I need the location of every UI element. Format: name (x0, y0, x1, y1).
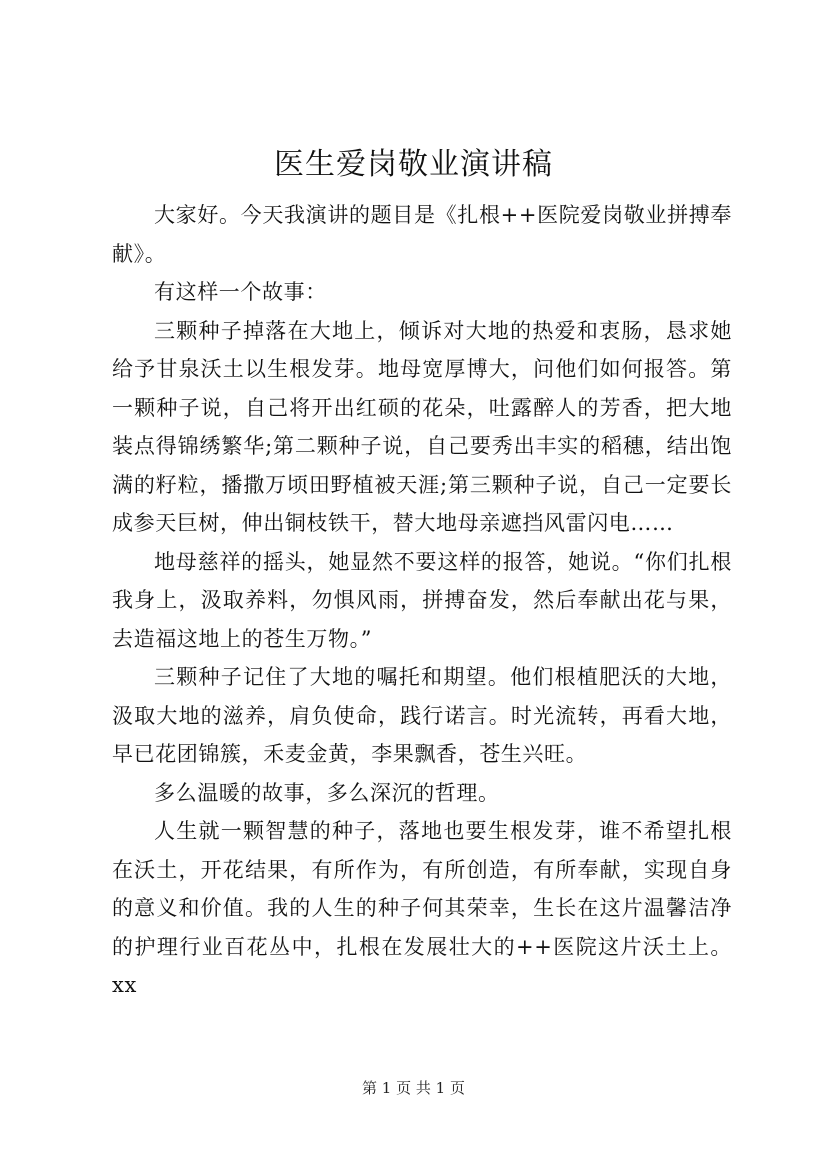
paragraph-philosophy: 多么温暖的故事，多么深沉的哲理。 (154, 780, 500, 805)
document-title: 医生爱岗敬业演讲稿 (274, 147, 553, 182)
document-body (112, 196, 732, 1005)
paragraph-life-seed: 人生就一颗智慧的种子，落地也要生根发芽，谁不希望扎根在沃土，开花结果，有所作为，有所创造，有所奉献，实现自身的意义和价值。我的人生的种子何其荣幸，生长在这片温馨洁净的护理行业百花丛中，扎根在发展壮大的++医院这片沃土上。xx (112, 819, 732, 997)
paragraph-story-intro: 有这样一个故事： (154, 280, 327, 304)
paragraph-three-seeds: 三颗种子掉落在大地上，倾诉对大地的热爱和衷肠，恳求她给予甘泉沃土以生根发芽。地母宽厚博大，问他们如何报答。第一颗种子说，自己将开出红硕的花朵，吐露醉人的芳香，把大地装点得锦绣繁华;第二颗种子说，自己要秀出丰实的稻穗，结出饱满的籽粒，播撒万顷田野植被天涯;第三颗种子说，自己一定要长成参天巨树，伸出铜枝铁干，替大地母亲遮挡风雷闪电…… (112, 318, 732, 535)
paragraph-seeds-remember: 三颗种子记住了大地的嘱托和期望。他们根植肥沃的大地，汲取大地的滋养，肩负使命，践行诺言。时光流转，再看大地，早已花团锦簇，禾麦金黄，李果飘香，苍生兴旺。 (112, 665, 732, 766)
paragraph-greeting: 大家好。今天我演讲的题目是《扎根++医院爱岗敬业拼搏奉献》。 (112, 203, 732, 266)
page-footer: 第 1 页 共 1 页 (362, 1079, 465, 1097)
paragraph-earth-mother: 地母慈祥的摇头，她显然不要这样的报答，她说。“你们扎根我身上，汲取养料，勿惧风雨，拼搏奋发，然后奉献出花与果，去造福这地上的苍生万物。” (112, 549, 732, 651)
